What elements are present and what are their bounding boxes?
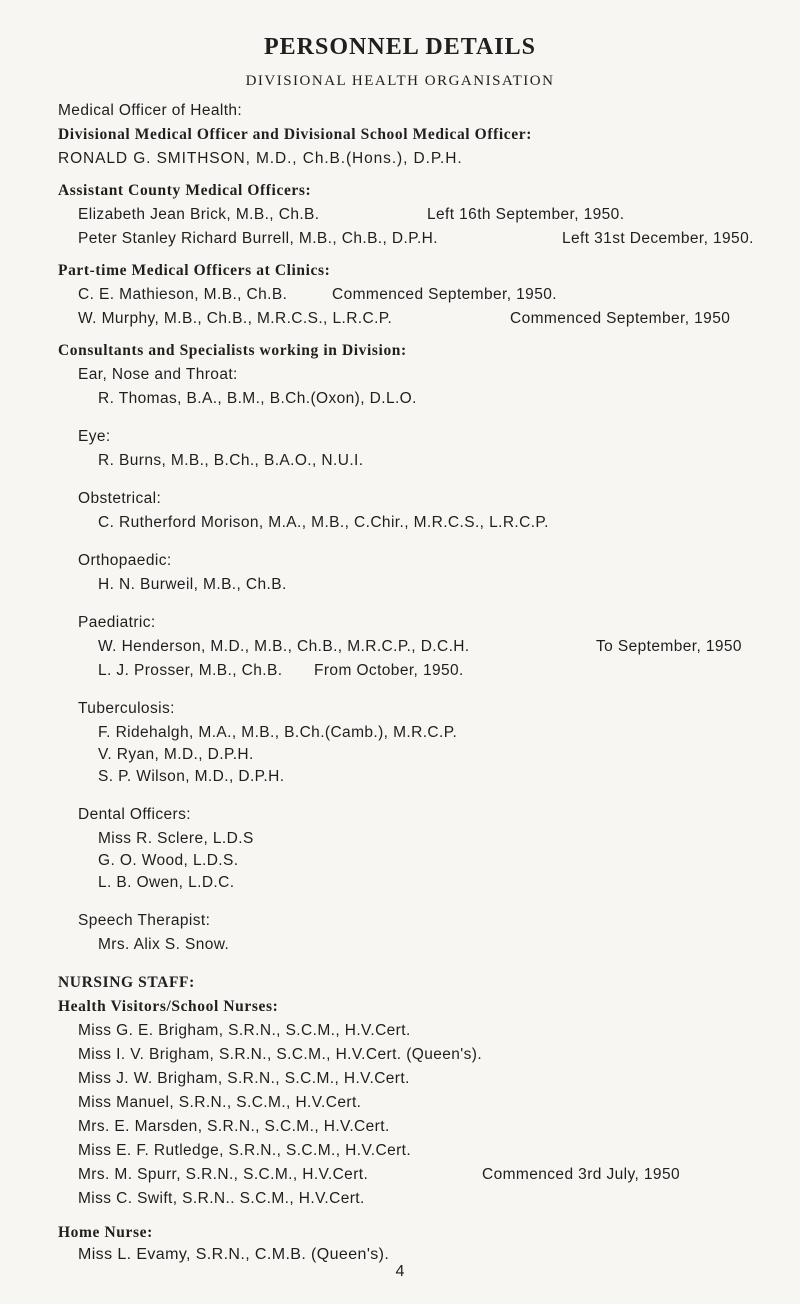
parttime-row-note: Commenced September, 1950 bbox=[510, 310, 731, 327]
parttime-row-note: Commenced September, 1950. bbox=[332, 286, 557, 303]
hv-heading: Health Visitors/School Nurses: bbox=[58, 998, 279, 1015]
acmo-row-note: Left 16th September, 1950. bbox=[427, 206, 625, 223]
dental-name: L. B. Owen, L.D.C. bbox=[98, 874, 235, 891]
dental-name: G. O. Wood, L.D.S. bbox=[98, 852, 239, 869]
nurse-row: Miss Manuel, S.R.N., S.C.M., H.V.Cert. bbox=[78, 1094, 362, 1111]
nurse-row: Miss E. F. Rutledge, S.R.N., S.C.M., H.V.Cert. bbox=[78, 1142, 412, 1159]
speech-label: Speech Therapist: bbox=[78, 912, 211, 929]
page-subtitle: DIVISIONAL HEALTH ORGANISATION bbox=[245, 73, 555, 89]
nurse-row: Mrs. M. Spurr, S.R.N., S.C.M., H.V.Cert. bbox=[78, 1166, 369, 1183]
acmo-heading: Assistant County Medical Officers: bbox=[58, 182, 312, 199]
acmo-row-note: Left 31st December, 1950. bbox=[562, 230, 754, 247]
home-nurse-name: Miss L. Evamy, S.R.N., C.M.B. (Queen's). bbox=[78, 1246, 390, 1263]
paediatric-row-name: L. J. Prosser, M.B., Ch.B. bbox=[98, 662, 283, 679]
moh-label: Medical Officer of Health: bbox=[58, 102, 243, 119]
page-number: 4 bbox=[395, 1263, 405, 1280]
parttime-row-name: W. Murphy, M.B., Ch.B., M.R.C.S., L.R.C.P. bbox=[78, 310, 393, 327]
paediatric-label: Paediatric: bbox=[78, 614, 156, 631]
paediatric-row-name: W. Henderson, M.D., M.B., Ch.B., M.R.C.P., D.C.H. bbox=[98, 638, 470, 655]
ent-label: Ear, Nose and Throat: bbox=[78, 366, 238, 383]
eye-name: R. Burns, M.B., B.Ch., B.A.O., N.U.I. bbox=[98, 452, 364, 469]
nurse-row: Miss G. E. Brigham, S.R.N., S.C.M., H.V.Cert. bbox=[78, 1022, 411, 1039]
obstetrical-label: Obstetrical: bbox=[78, 490, 162, 507]
page-title: PERSONNEL DETAILS bbox=[264, 34, 536, 60]
paediatric-row-note: From October, 1950. bbox=[314, 662, 464, 679]
tuberculosis-name: F. Ridehalgh, M.A., M.B., B.Ch.(Camb.), M.R.C.P. bbox=[98, 724, 458, 741]
moh-name: RONALD G. SMITHSON, M.D., Ch.B.(Hons.), D.P.H. bbox=[58, 150, 463, 167]
tuberculosis-label: Tuberculosis: bbox=[78, 700, 175, 717]
dmo-label: Divisional Medical Officer and Divisional School Medical Officer: bbox=[58, 126, 532, 143]
orthopaedic-label: Orthopaedic: bbox=[78, 552, 172, 569]
nurse-row: Miss I. V. Brigham, S.R.N., S.C.M., H.V.Cert. (Queen's). bbox=[78, 1046, 483, 1063]
tuberculosis-name: V. Ryan, M.D., D.P.H. bbox=[98, 746, 254, 763]
consultants-heading: Consultants and Specialists working in Division: bbox=[58, 342, 407, 359]
nurse-row-note: Commenced 3rd July, 1950 bbox=[482, 1166, 680, 1183]
obstetrical-name: C. Rutherford Morison, M.A., M.B., C.Chir., M.R.C.S., L.R.C.P. bbox=[98, 514, 549, 531]
parttime-row-name: C. E. Mathieson, M.B., Ch.B. bbox=[78, 286, 288, 303]
tuberculosis-name: S. P. Wilson, M.D., D.P.H. bbox=[98, 768, 285, 785]
paediatric-row-note: To September, 1950 bbox=[596, 638, 742, 655]
nurse-row: Miss J. W. Brigham, S.R.N., S.C.M., H.V.Cert. bbox=[78, 1070, 410, 1087]
home-nurse-heading: Home Nurse: bbox=[58, 1224, 153, 1241]
nursing-heading: NURSING STAFF: bbox=[58, 974, 195, 991]
nurse-row: Mrs. E. Marsden, S.R.N., S.C.M., H.V.Cert. bbox=[78, 1118, 390, 1135]
speech-name: Mrs. Alix S. Snow. bbox=[98, 936, 230, 953]
acmo-row-name: Elizabeth Jean Brick, M.B., Ch.B. bbox=[78, 206, 320, 223]
ent-name: R. Thomas, B.A., B.M., B.Ch.(Oxon), D.L.O. bbox=[98, 390, 417, 407]
dental-name: Miss R. Sclere, L.D.S bbox=[98, 830, 254, 847]
acmo-row-name: Peter Stanley Richard Burrell, M.B., Ch.B., D.P.H. bbox=[78, 230, 438, 247]
parttime-heading: Part-time Medical Officers at Clinics: bbox=[58, 262, 331, 279]
dental-label: Dental Officers: bbox=[78, 806, 191, 823]
eye-label: Eye: bbox=[78, 428, 111, 445]
nurse-row: Miss C. Swift, S.R.N.. S.C.M., H.V.Cert. bbox=[78, 1190, 365, 1207]
orthopaedic-name: H. N. Burweil, M.B., Ch.B. bbox=[98, 576, 287, 593]
